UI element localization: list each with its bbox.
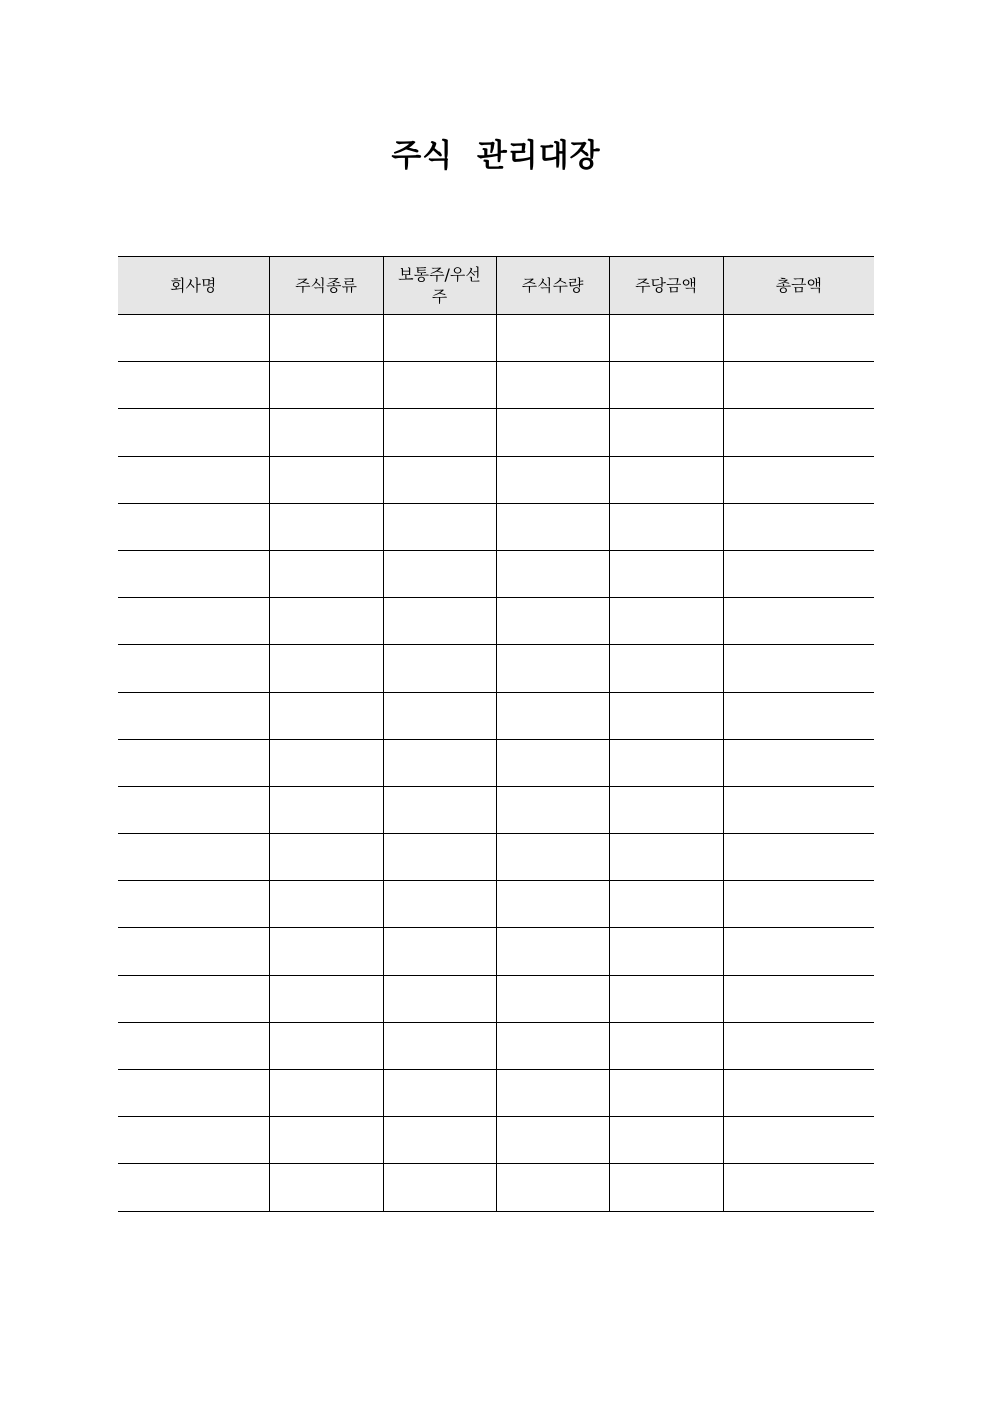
cell-stock-type[interactable] bbox=[269, 975, 383, 1022]
cell-stock-type[interactable] bbox=[269, 645, 383, 692]
cell-stock-type[interactable] bbox=[269, 1164, 383, 1211]
cell-price-per-share[interactable] bbox=[609, 739, 723, 786]
cell-company-name[interactable] bbox=[118, 456, 269, 503]
cell-share-quantity[interactable] bbox=[496, 834, 609, 881]
cell-stock-type[interactable] bbox=[269, 834, 383, 881]
cell-total-amount[interactable] bbox=[723, 1022, 874, 1069]
cell-total-amount[interactable] bbox=[723, 598, 874, 645]
cell-common-preferred[interactable] bbox=[383, 739, 496, 786]
cell-total-amount[interactable] bbox=[723, 315, 874, 362]
cell-share-quantity[interactable] bbox=[496, 692, 609, 739]
cell-common-preferred[interactable] bbox=[383, 928, 496, 975]
cell-common-preferred[interactable] bbox=[383, 1070, 496, 1117]
cell-share-quantity[interactable] bbox=[496, 550, 609, 597]
cell-stock-type[interactable] bbox=[269, 550, 383, 597]
cell-company-name[interactable] bbox=[118, 645, 269, 692]
cell-price-per-share[interactable] bbox=[609, 786, 723, 833]
cell-share-quantity[interactable] bbox=[496, 456, 609, 503]
cell-company-name[interactable] bbox=[118, 881, 269, 928]
cell-stock-type[interactable] bbox=[269, 503, 383, 550]
cell-price-per-share[interactable] bbox=[609, 1022, 723, 1069]
table-row bbox=[118, 881, 874, 928]
header-price-per-share: 주당금액 bbox=[609, 257, 723, 315]
cell-total-amount[interactable] bbox=[723, 1164, 874, 1211]
cell-share-quantity[interactable] bbox=[496, 1070, 609, 1117]
cell-company-name[interactable] bbox=[118, 1022, 269, 1069]
cell-stock-type[interactable] bbox=[269, 1070, 383, 1117]
table-row bbox=[118, 409, 874, 456]
cell-total-amount[interactable] bbox=[723, 362, 874, 409]
cell-share-quantity[interactable] bbox=[496, 362, 609, 409]
table-row bbox=[118, 739, 874, 786]
cell-total-amount[interactable] bbox=[723, 975, 874, 1022]
cell-stock-type[interactable] bbox=[269, 1117, 383, 1164]
cell-total-amount[interactable] bbox=[723, 739, 874, 786]
header-total-amount: 총금액 bbox=[723, 257, 874, 315]
cell-share-quantity[interactable] bbox=[496, 739, 609, 786]
cell-share-quantity[interactable] bbox=[496, 1022, 609, 1069]
cell-common-preferred[interactable] bbox=[383, 409, 496, 456]
table-row bbox=[118, 834, 874, 881]
cell-price-per-share[interactable] bbox=[609, 409, 723, 456]
cell-stock-type[interactable] bbox=[269, 928, 383, 975]
cell-total-amount[interactable] bbox=[723, 409, 874, 456]
cell-common-preferred[interactable] bbox=[383, 1022, 496, 1069]
cell-company-name[interactable] bbox=[118, 550, 269, 597]
cell-common-preferred[interactable] bbox=[383, 456, 496, 503]
cell-total-amount[interactable] bbox=[723, 503, 874, 550]
cell-common-preferred[interactable] bbox=[383, 550, 496, 597]
cell-share-quantity[interactable] bbox=[496, 975, 609, 1022]
cell-common-preferred[interactable] bbox=[383, 692, 496, 739]
cell-company-name[interactable] bbox=[118, 692, 269, 739]
cell-price-per-share[interactable] bbox=[609, 315, 723, 362]
cell-common-preferred[interactable] bbox=[383, 315, 496, 362]
table-row bbox=[118, 456, 874, 503]
cell-common-preferred[interactable] bbox=[383, 503, 496, 550]
cell-common-preferred[interactable] bbox=[383, 362, 496, 409]
table-row bbox=[118, 645, 874, 692]
table-row bbox=[118, 503, 874, 550]
cell-company-name[interactable] bbox=[118, 786, 269, 833]
cell-price-per-share[interactable] bbox=[609, 881, 723, 928]
cell-price-per-share[interactable] bbox=[609, 975, 723, 1022]
cell-share-quantity[interactable] bbox=[496, 881, 609, 928]
cell-share-quantity[interactable] bbox=[496, 645, 609, 692]
cell-common-preferred[interactable] bbox=[383, 645, 496, 692]
cell-share-quantity[interactable] bbox=[496, 1117, 609, 1164]
cell-price-per-share[interactable] bbox=[609, 550, 723, 597]
cell-price-per-share[interactable] bbox=[609, 692, 723, 739]
cell-share-quantity[interactable] bbox=[496, 598, 609, 645]
cell-common-preferred[interactable] bbox=[383, 1117, 496, 1164]
table-row bbox=[118, 362, 874, 409]
table-row bbox=[118, 692, 874, 739]
cell-company-name[interactable] bbox=[118, 739, 269, 786]
cell-company-name[interactable] bbox=[118, 928, 269, 975]
cell-company-name[interactable] bbox=[118, 598, 269, 645]
cell-stock-type[interactable] bbox=[269, 409, 383, 456]
cell-share-quantity[interactable] bbox=[496, 928, 609, 975]
cell-company-name[interactable] bbox=[118, 315, 269, 362]
cell-stock-type[interactable] bbox=[269, 315, 383, 362]
cell-company-name[interactable] bbox=[118, 834, 269, 881]
cell-common-preferred[interactable] bbox=[383, 786, 496, 833]
cell-price-per-share[interactable] bbox=[609, 928, 723, 975]
cell-stock-type[interactable] bbox=[269, 598, 383, 645]
cell-common-preferred[interactable] bbox=[383, 598, 496, 645]
table-row bbox=[118, 928, 874, 975]
cell-stock-type[interactable] bbox=[269, 1022, 383, 1069]
cell-total-amount[interactable] bbox=[723, 928, 874, 975]
table-row bbox=[118, 315, 874, 362]
cell-company-name[interactable] bbox=[118, 1164, 269, 1211]
cell-price-per-share[interactable] bbox=[609, 456, 723, 503]
cell-company-name[interactable] bbox=[118, 409, 269, 456]
cell-share-quantity[interactable] bbox=[496, 503, 609, 550]
cell-price-per-share[interactable] bbox=[609, 1164, 723, 1211]
table-row bbox=[118, 598, 874, 645]
header-stock-type: 주식종류 bbox=[269, 257, 383, 315]
cell-total-amount[interactable] bbox=[723, 692, 874, 739]
table-header-row bbox=[118, 257, 874, 315]
cell-price-per-share[interactable] bbox=[609, 1117, 723, 1164]
cell-common-preferred[interactable] bbox=[383, 1164, 496, 1211]
stock-ledger-table bbox=[118, 256, 874, 1212]
cell-share-quantity[interactable] bbox=[496, 315, 609, 362]
cell-stock-type[interactable] bbox=[269, 786, 383, 833]
cell-share-quantity[interactable] bbox=[496, 409, 609, 456]
cell-price-per-share[interactable] bbox=[609, 362, 723, 409]
cell-stock-type[interactable] bbox=[269, 739, 383, 786]
document-title: 주식 관리대장 bbox=[391, 138, 601, 174]
cell-price-per-share[interactable] bbox=[609, 503, 723, 550]
table-row bbox=[118, 786, 874, 833]
header-common-preferred: 보통주/우선주 bbox=[383, 257, 496, 315]
header-share-quantity: 주식수량 bbox=[496, 257, 609, 315]
table-row bbox=[118, 975, 874, 1022]
table-row bbox=[118, 550, 874, 597]
cell-total-amount[interactable] bbox=[723, 834, 874, 881]
table-row bbox=[118, 1022, 874, 1069]
cell-total-amount[interactable] bbox=[723, 1117, 874, 1164]
cell-share-quantity[interactable] bbox=[496, 1164, 609, 1211]
cell-total-amount[interactable] bbox=[723, 550, 874, 597]
table-body bbox=[118, 315, 874, 1212]
cell-price-per-share[interactable] bbox=[609, 598, 723, 645]
cell-company-name[interactable] bbox=[118, 503, 269, 550]
cell-stock-type[interactable] bbox=[269, 456, 383, 503]
cell-share-quantity[interactable] bbox=[496, 786, 609, 833]
cell-price-per-share[interactable] bbox=[609, 834, 723, 881]
cell-common-preferred[interactable] bbox=[383, 975, 496, 1022]
cell-total-amount[interactable] bbox=[723, 645, 874, 692]
cell-common-preferred[interactable] bbox=[383, 881, 496, 928]
cell-total-amount[interactable] bbox=[723, 456, 874, 503]
cell-price-per-share[interactable] bbox=[609, 1070, 723, 1117]
table-row bbox=[118, 1070, 874, 1117]
cell-stock-type[interactable] bbox=[269, 692, 383, 739]
cell-total-amount[interactable] bbox=[723, 881, 874, 928]
cell-company-name[interactable] bbox=[118, 975, 269, 1022]
cell-company-name[interactable] bbox=[118, 1070, 269, 1117]
cell-price-per-share[interactable] bbox=[609, 645, 723, 692]
cell-company-name[interactable] bbox=[118, 362, 269, 409]
cell-company-name[interactable] bbox=[118, 1117, 269, 1164]
cell-total-amount[interactable] bbox=[723, 786, 874, 833]
cell-stock-type[interactable] bbox=[269, 881, 383, 928]
table-row bbox=[118, 1117, 874, 1164]
header-company-name: 회사명 bbox=[118, 257, 269, 315]
cell-common-preferred[interactable] bbox=[383, 834, 496, 881]
cell-stock-type[interactable] bbox=[269, 362, 383, 409]
table-row bbox=[118, 1164, 874, 1211]
cell-total-amount[interactable] bbox=[723, 1070, 874, 1117]
